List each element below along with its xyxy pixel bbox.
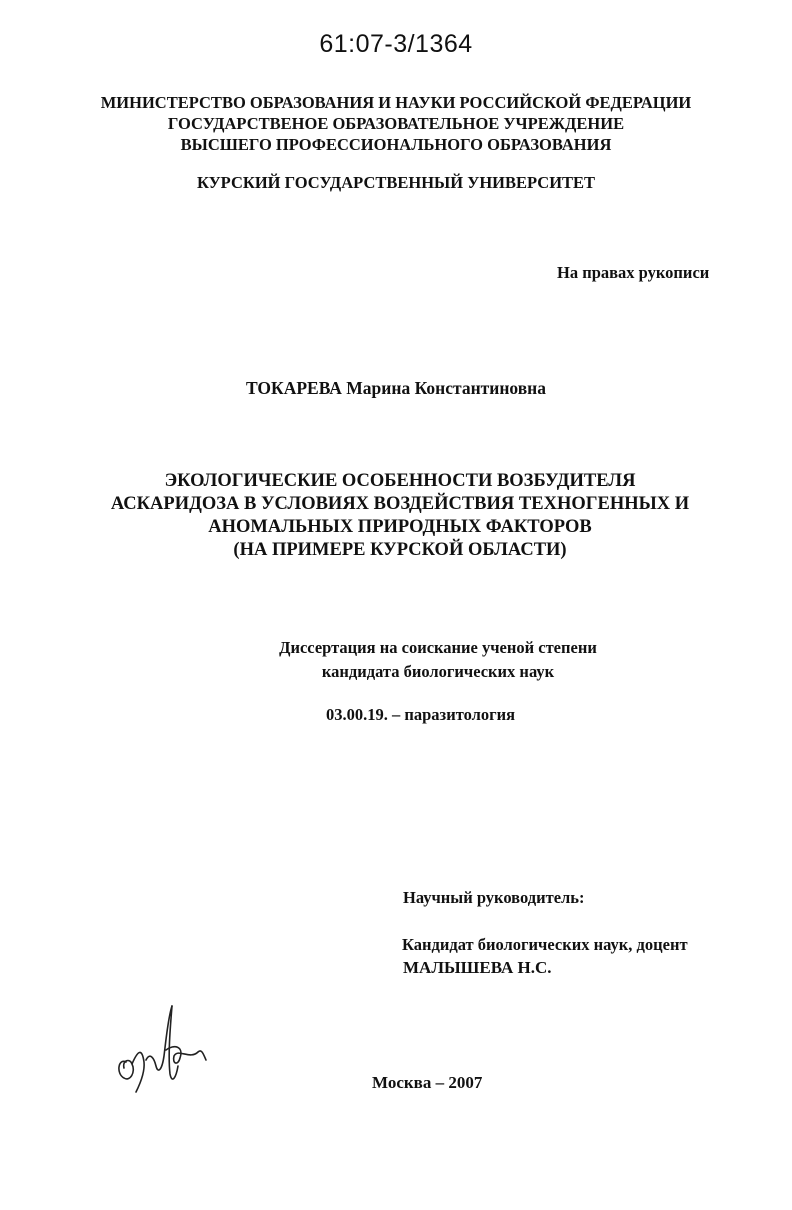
- ministry-line-3: ВЫСШЕГО ПРОФЕССИОНАЛЬНОГО ОБРАЗОВАНИЯ: [180, 135, 612, 154]
- degree-line-2: кандидата биологических наук: [321, 662, 555, 681]
- manuscript-rights-note: На правах рукописи: [557, 263, 710, 282]
- ministry-line-1: МИНИСТЕРСТВО ОБРАЗОВАНИЯ И НАУКИ РОССИЙСКОЙ ФЕДЕРАЦИИ: [100, 93, 692, 112]
- title-line-2: АСКАРИДОЗА В УСЛОВИЯХ ВОЗДЕЙСТВИЯ ТЕХНОГЕННЫХ И: [110, 494, 690, 514]
- city-and-year: Москва – 2007: [372, 1073, 483, 1092]
- advisor-title: Кандидат биологических наук, доцент: [402, 935, 688, 954]
- ministry-line-2: ГОСУДАРСТВЕНОЕ ОБРАЗОВАТЕЛЬНОЕ УЧРЕЖДЕНИЕ: [167, 114, 625, 133]
- title-line-4: (НА ПРИМЕРЕ КУРСКОЙ ОБЛАСТИ): [233, 540, 567, 560]
- title-line-1: ЭКОЛОГИЧЕСКИЕ ОСОБЕННОСТИ ВОЗБУДИТЕЛЯ: [164, 471, 636, 491]
- dissertation-title: [0, 470, 792, 562]
- specialty-code: 03.00.19. – паразитология: [326, 705, 516, 724]
- archive-code: 61:07-3/1364: [319, 30, 473, 58]
- degree-line-1: Диссертация на соискание ученой степени: [279, 638, 597, 657]
- university-name: КУРСКИЙ ГОСУДАРСТВЕННЫЙ УНИВЕРСИТЕТ: [196, 173, 596, 192]
- author-name: ТОКАРЕВА Марина Константиновна: [245, 378, 547, 398]
- advisor-label: Научный руководитель:: [403, 888, 585, 907]
- title-line-3: АНОМАЛЬНЫХ ПРИРОДНЫХ ФАКТОРОВ: [208, 517, 592, 537]
- advisor-name: МАЛЫШЕВА Н.С.: [403, 958, 552, 977]
- ministry-header: [0, 92, 792, 155]
- signature-icon: [108, 1000, 218, 1100]
- degree-statement: [0, 636, 792, 684]
